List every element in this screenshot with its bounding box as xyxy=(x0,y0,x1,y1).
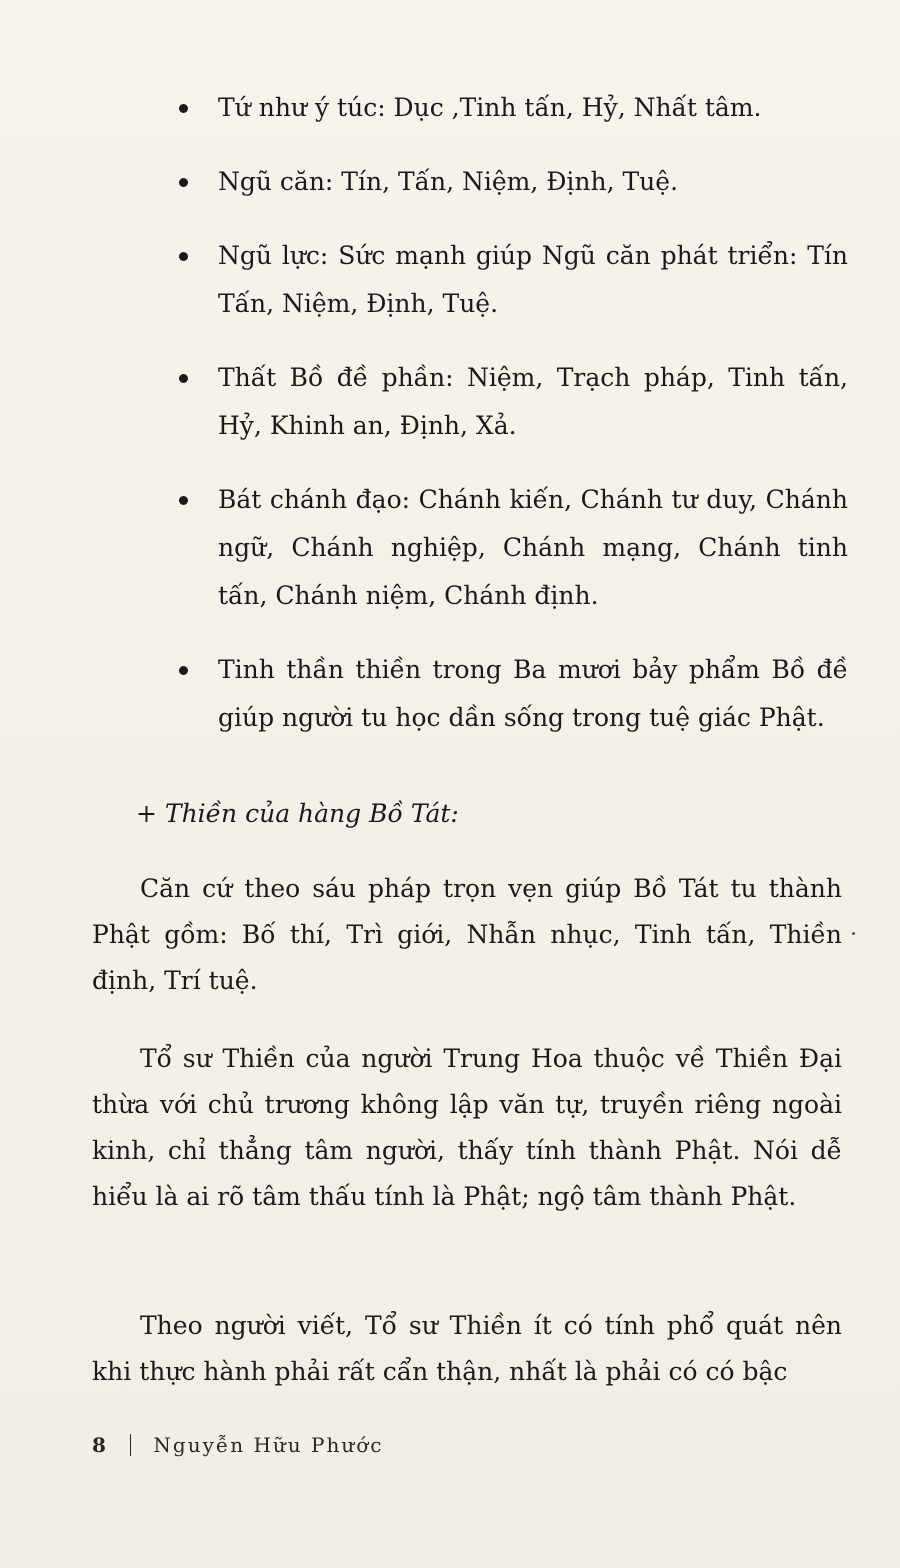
bullet-icon xyxy=(179,252,188,261)
paragraph: Tổ sư Thiền của người Trung Hoa thuộc về Thiền Đại thừa với chủ trương không lập văn tự, truyền riêng ngoài kinh, chỉ thẳng tâm người, thấy tính thành Phật. Nói dễ hiểu là ai rõ tâm thấu tính là Phật; ngộ tâm thành Phật. xyxy=(92,1044,842,1211)
paper-speck xyxy=(852,932,855,935)
bullet-icon xyxy=(179,104,188,113)
bullet-item xyxy=(218,646,848,742)
bullet-item xyxy=(218,84,848,132)
bullet-item xyxy=(218,158,848,206)
bullet-text: Bát chánh đạo: Chánh kiến, Chánh tư duy, Chánh ngữ, Chánh nghiệp, Chánh mạng, Chánh tinh tấn, Chánh niệm, Chánh định. xyxy=(218,485,848,610)
bullet-text: Ngũ căn: Tín, Tấn, Niệm, Định, Tuệ. xyxy=(218,167,679,196)
bullet-icon xyxy=(179,496,188,505)
paragraph: Theo người viết, Tổ sư Thiền ít có tính phổ quát nên khi thực hành phải rất cẩn thận, nhất là phải có có bậc xyxy=(92,1311,842,1386)
bullet-item xyxy=(218,354,848,450)
bullet-icon xyxy=(179,374,188,383)
page-number: 8 xyxy=(92,1433,108,1457)
paragraph: Căn cứ theo sáu pháp trọn vẹn giúp Bồ Tát tu thành Phật gồm: Bố thí, Trì giới, Nhẫn nhục, Tinh tấn, Thiền định, Trí tuệ. xyxy=(92,874,842,995)
bullet-text: Tinh thần thiền trong Ba mươi bảy phẩm Bồ đề giúp người tu học dần sống trong tuệ giác Phật. xyxy=(218,655,848,732)
bullet-text: Ngũ lực: Sức mạnh giúp Ngũ căn phát triển: Tín Tấn, Niệm, Định, Tuệ. xyxy=(218,241,848,318)
bullet-icon xyxy=(179,666,188,675)
bullet-text: Tứ như ý túc: Dục ,Tinh tấn, Hỷ, Nhất tâm. xyxy=(218,93,762,122)
bullet-item xyxy=(218,232,848,328)
bullet-list xyxy=(0,84,900,768)
page-footer xyxy=(92,1433,383,1457)
section-subheading: + Thiền của hàng Bồ Tát: xyxy=(136,799,459,828)
bullet-item xyxy=(218,476,848,620)
bullet-icon xyxy=(179,178,188,187)
footer-divider xyxy=(130,1434,132,1456)
footer-author: Nguyễn Hữu Phước xyxy=(153,1433,384,1457)
bullet-text: Thất Bồ đề phần: Niệm, Trạch pháp, Tinh tấn, Hỷ, Khinh an, Định, Xả. xyxy=(218,363,848,440)
